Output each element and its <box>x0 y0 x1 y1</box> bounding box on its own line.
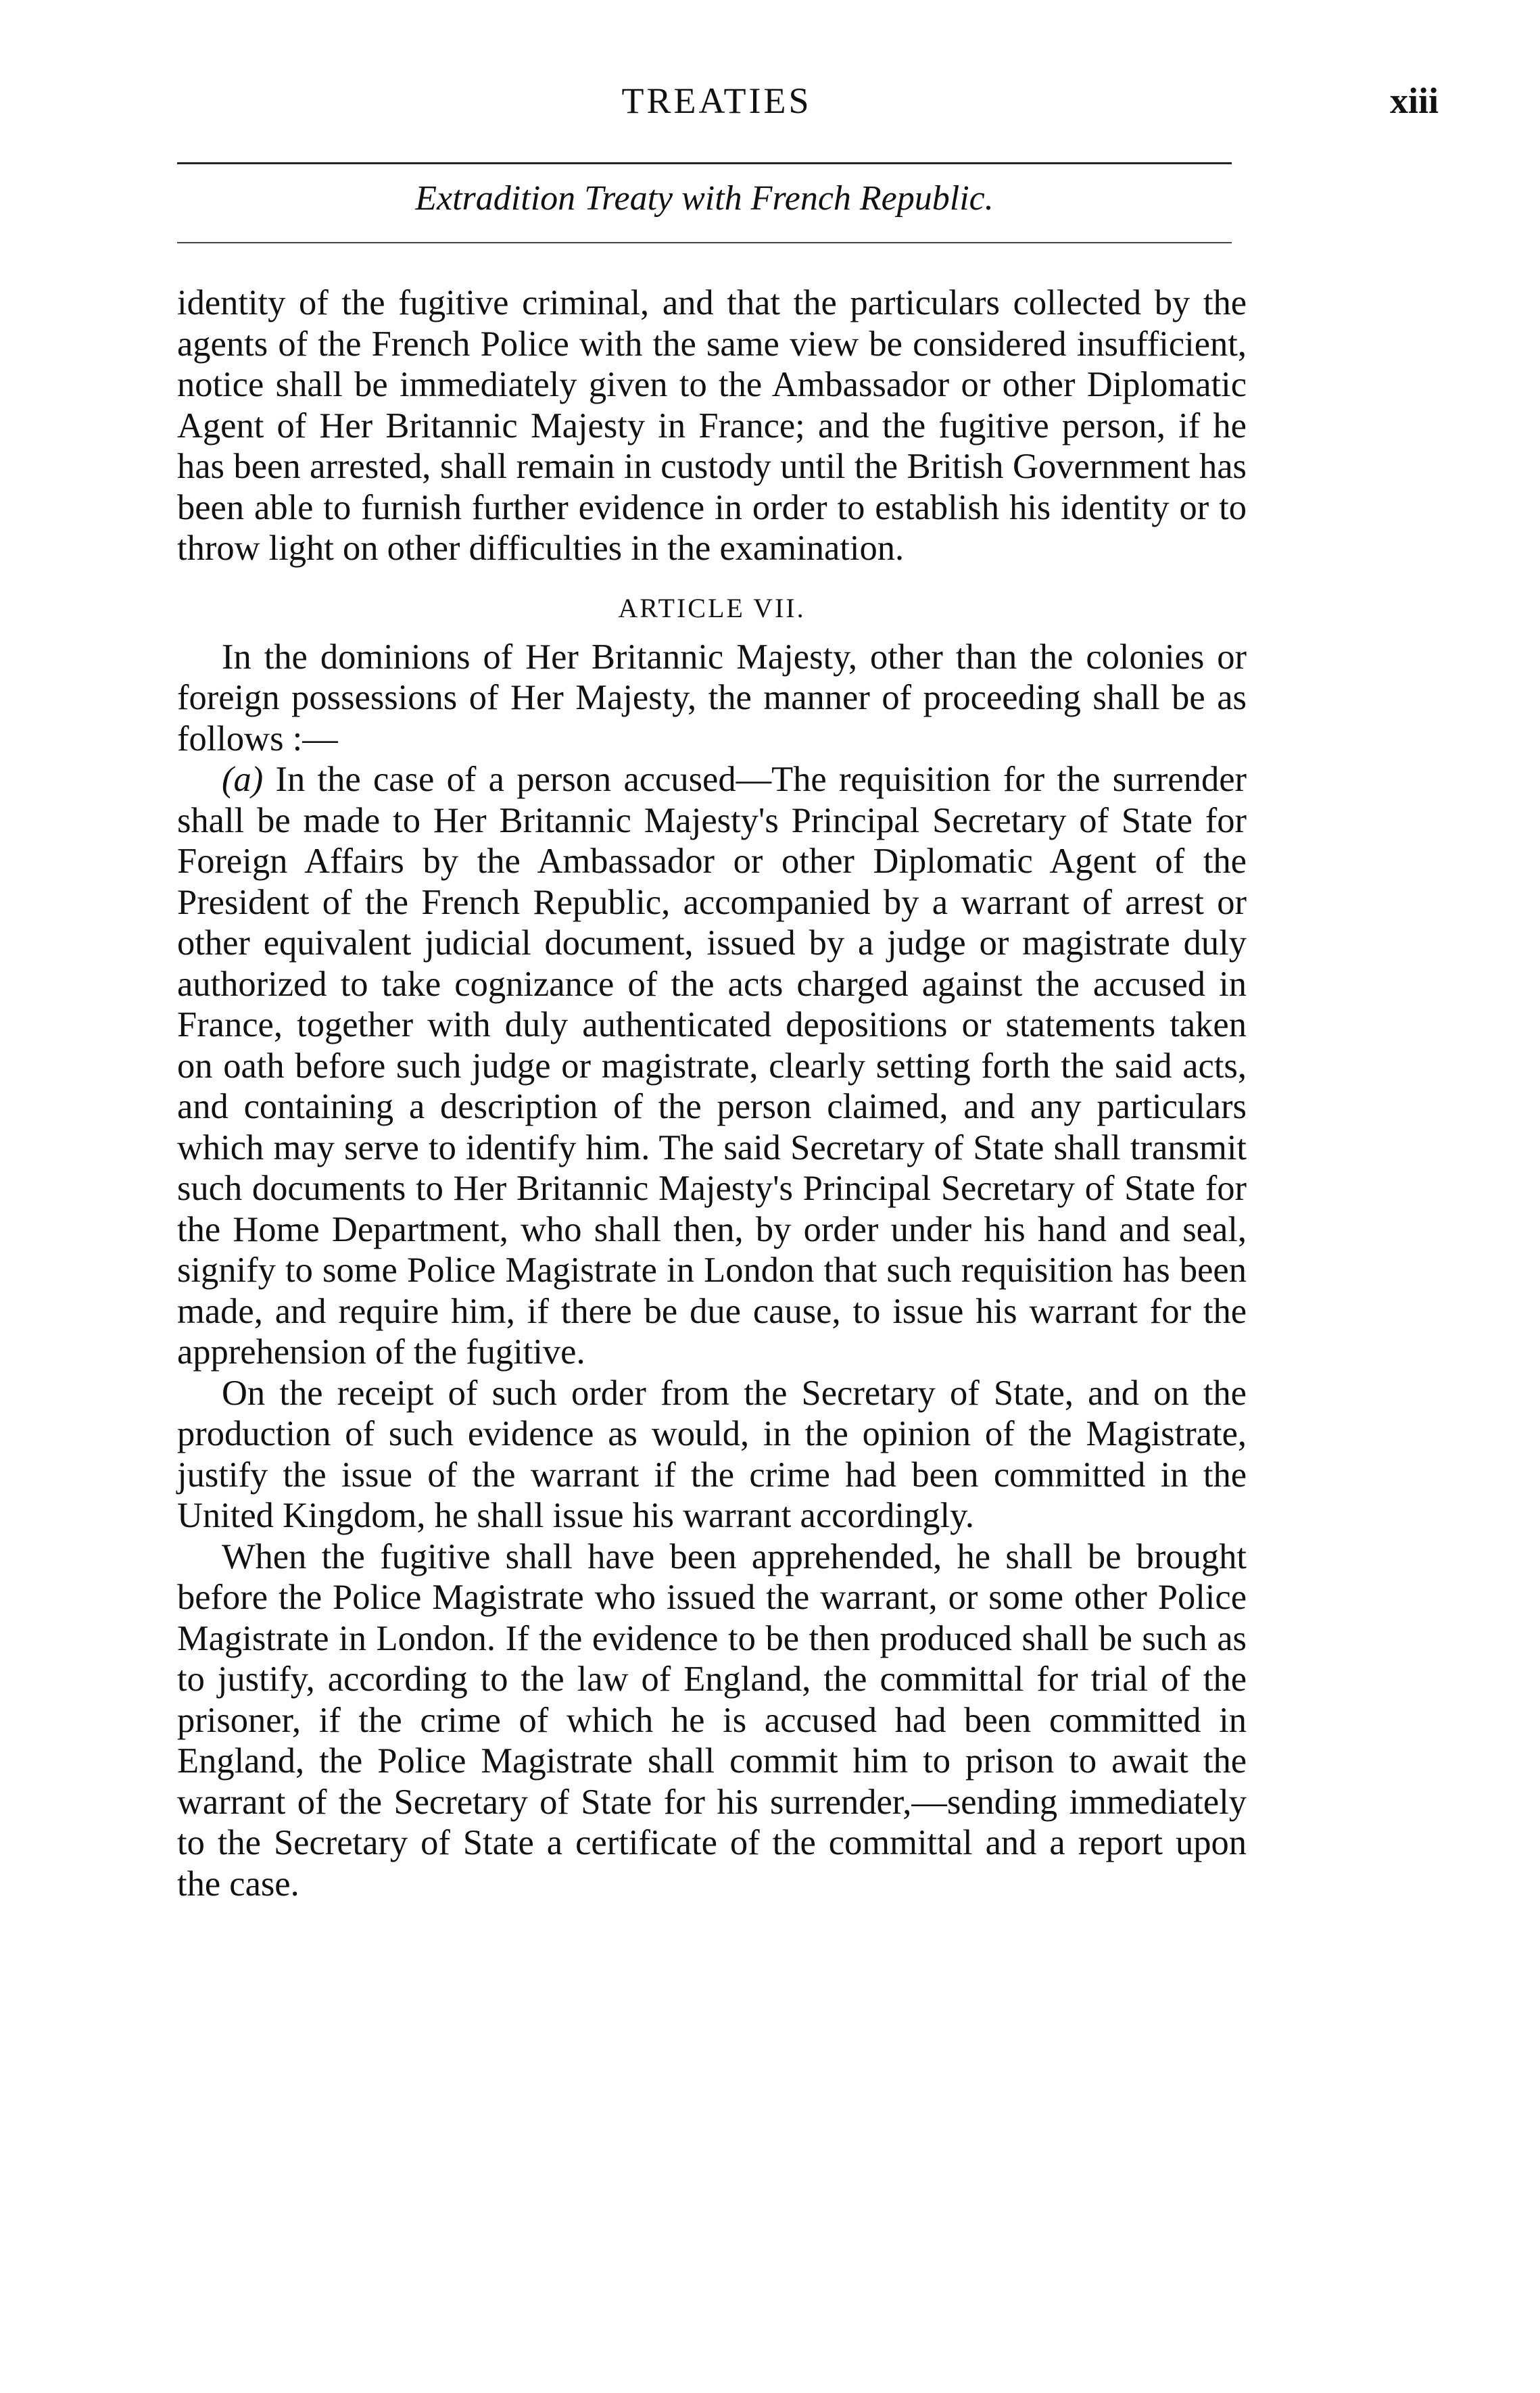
clause-a-paragraph <box>177 759 1247 1373</box>
body-text <box>177 283 1247 1904</box>
header-rule-bottom <box>177 242 1232 243</box>
article-heading: ARTICLE VII. <box>618 592 806 623</box>
apprehended-paragraph: When the fugitive shall have been apprehended, he shall be brought before the Police Magistrate who issued the warrant, or some other Police Magistrate in London. If the evidence to be then produced shall be such as to justify, according to the law of England, the committal for trial of the prisoner, if the crime of which he is accused had been committed in England, the Police Magistrate shall commit him to prison to await the warrant of the Secretary of State for his surrender,—sending immediately to the Secretary of State a certificate of the committal and a report upon the case. <box>177 1537 1247 1904</box>
clause-a-text: In the case of a person accused—The requisition for the surrender shall be made to Her Britannic Majesty's Principal Secretary of State for Foreign Affairs by the Ambassador or other Diplomatic Agent of the President of the French Republic, accompanied by a warrant of arrest or other equivalent judicial document, issued by a judge or magistrate duly authorized to take cognizance of the acts charged against the accused in France, together with duly authenticated depositions or statements taken on oath before such judge or magistrate, clearly setting forth the said acts, and containing a description of the person claimed, and any particulars which may serve to identify him. The said Secretary of State shall transmit such documents to Her Britannic Majesty's Principal Secretary of State for the Home Department, who shall then, by order under his hand and seal, signify to some Police Magistrate in London that such requisition has been made, and require him, if there be due cause, to issue his warrant for the apprehension of the fugitive. <box>177 760 1247 1372</box>
header-rule-top <box>177 162 1232 164</box>
clause-a-label: (a) <box>222 760 264 799</box>
article-intro-paragraph: In the dominions of Her Britannic Majesty, other than the colonies or foreign possessions of Her Majesty, the manner of proceeding shall be as follows :— <box>177 637 1247 758</box>
continuation-paragraph: identity of the fugitive criminal, and that the particulars collected by the agents of the French Police with the same view be considered insufficient, notice shall be immediately given to the Ambassador or other Diplomatic Agent of Her Britannic Majesty in France; and the fugitive person, if he has been arrested, shall remain in custody until the British Government has been able to furnish further evidence in order to establish his identity or to throw light on other difficulties in the examination. <box>177 283 1247 568</box>
receipt-paragraph: On the receipt of such order from the Secretary of State, and on the production of such evidence as would, in the opinion of the Magistrate, justify the issue of the warrant if the crime had been committed in the United Kingdom, he shall issue his warrant accordingly. <box>177 1373 1247 1535</box>
page-number: xiii <box>1389 80 1439 121</box>
section-subtitle: Extradition Treaty with French Republic. <box>415 179 994 218</box>
running-title: TREATIES <box>621 80 812 121</box>
